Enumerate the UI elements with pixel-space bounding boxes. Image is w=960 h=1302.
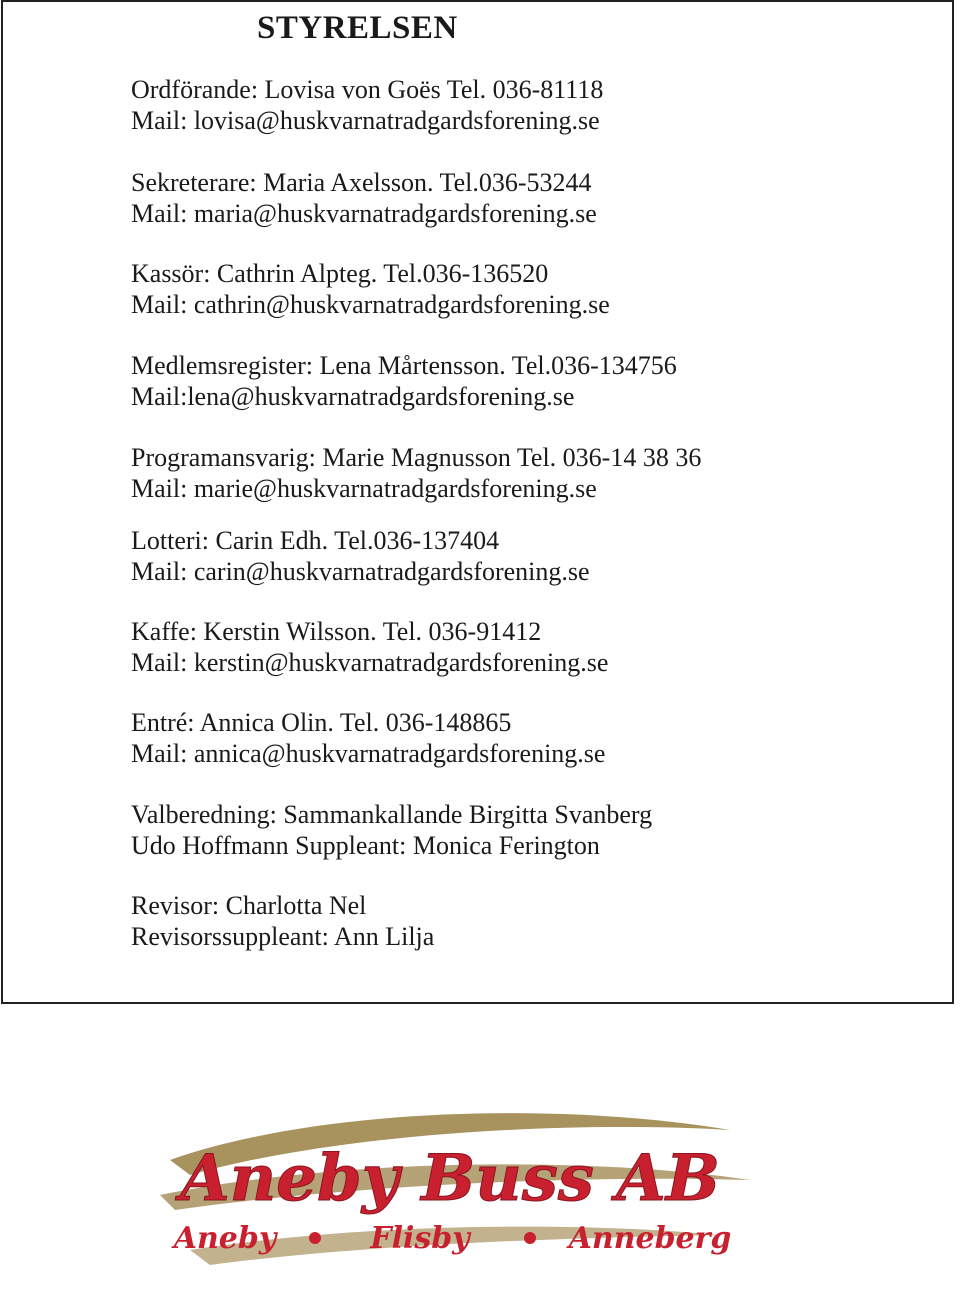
board-entry-chair [131, 74, 603, 136]
entry-mail-line: Mail: maria@huskvarnatradgardsforening.se [131, 199, 597, 228]
page-title: STYRELSEN [257, 10, 458, 46]
board-entry-coffee [131, 616, 608, 678]
board-entry-auditor [131, 890, 434, 952]
board-entry-program [131, 442, 701, 504]
entry-role-line: Lotteri: Carin Edh. Tel.036-137404 [131, 526, 500, 555]
logo-wordmark: Aneby Buss AB [180, 1141, 720, 1216]
entry-role-line: Revisor: Charlotta Nel [131, 891, 367, 920]
logo-tagline-flisby: Flisby [370, 1221, 470, 1256]
entry-mail-line: Mail: lovisa@huskvarnatradgardsforening.se [131, 106, 600, 135]
board-entry-entrance [131, 707, 605, 769]
board-entry-lottery [131, 525, 590, 587]
entry-mail-line: Mail:lena@huskvarnatradgardsforening.se [131, 382, 575, 411]
entry-role-line: Revisorssuppleant: Ann Lilja [131, 922, 435, 951]
entry-role-line: Kassör: Cathrin Alpteg. Tel.036-136520 [131, 259, 549, 288]
entry-role-line: Programansvarig: Marie Magnusson Tel. 036-14 38 36 [131, 443, 702, 472]
entry-mail-line: Mail: kerstin@huskvarnatradgardsforening.se [131, 648, 609, 677]
entry-role-line: Kaffe: Kerstin Wilsson. Tel. 036-91412 [131, 617, 542, 646]
entry-role-line: Udo Hoffmann Suppleant: Monica Ferington [131, 831, 600, 860]
board-entry-treasurer [131, 258, 610, 320]
entry-mail-line: Mail: annica@huskvarnatradgardsforening.se [131, 739, 606, 768]
entry-role-line: Sekreterare: Maria Axelsson. Tel.036-53244 [131, 168, 592, 197]
board-entry-member-register [131, 350, 677, 412]
entry-mail-line: Mail: carin@huskvarnatradgardsforening.se [131, 557, 590, 586]
entry-role-line: Entré: Annica Olin. Tel. 036-148865 [131, 708, 512, 737]
entry-role-line: Valberedning: Sammankallande Birgitta Svanberg [131, 800, 653, 829]
entry-role-line: Medlemsregister: Lena Mårtensson. Tel.036-134756 [131, 351, 677, 380]
board-entry-secretary [131, 167, 597, 229]
entry-mail-line: Mail: marie@huskvarnatradgardsforening.se [131, 474, 597, 503]
logo-tagline-anneberg: Anneberg [568, 1221, 732, 1256]
aneby-buss-logo [130, 1100, 770, 1280]
logo-dot-icon [309, 1232, 321, 1244]
entry-role-line: Ordförande: Lovisa von Goës Tel. 036-81118 [131, 75, 604, 104]
logo-tagline-aneby: Aneby [173, 1221, 277, 1256]
logo-dot-icon [524, 1232, 536, 1244]
board-entry-nomination [131, 799, 652, 861]
entry-mail-line: Mail: cathrin@huskvarnatradgardsforening.se [131, 290, 610, 319]
